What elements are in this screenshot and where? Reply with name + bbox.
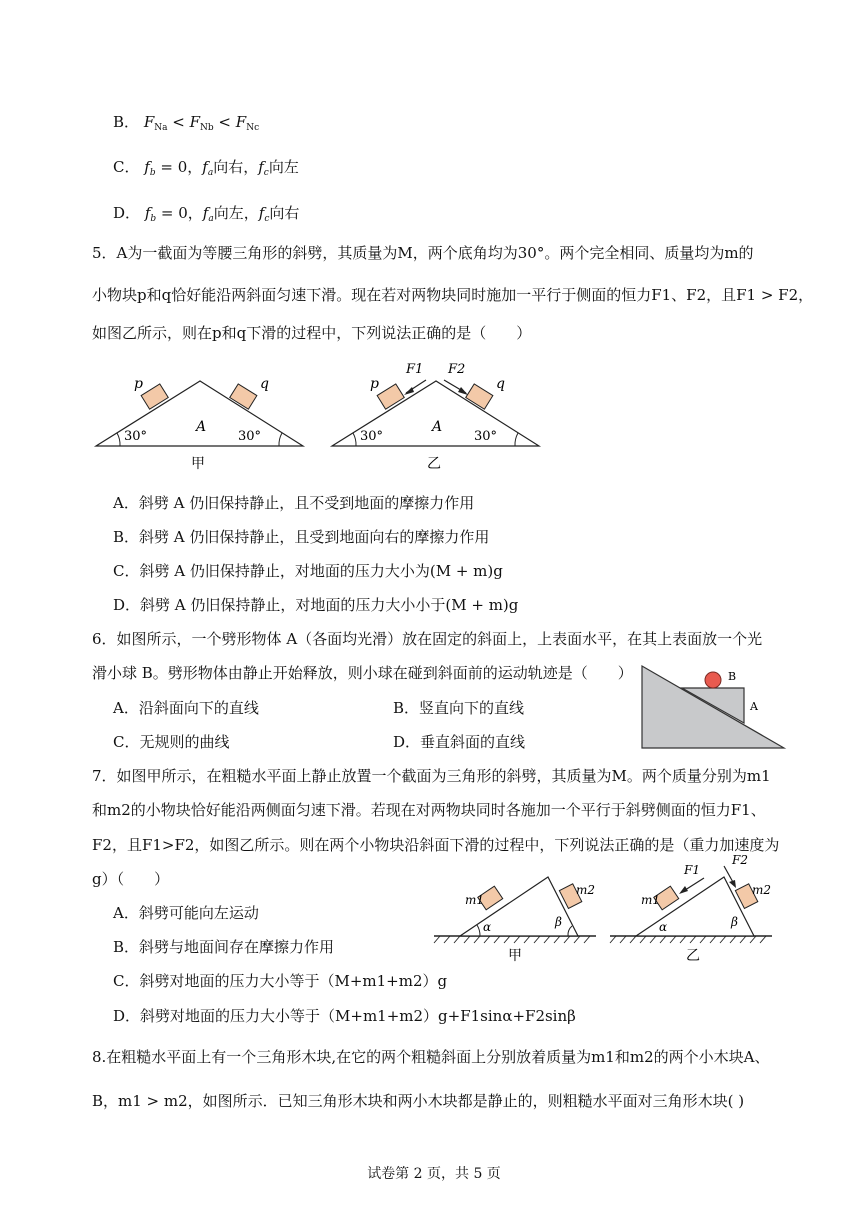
q6-option-c: C．无规则的曲线	[113, 733, 230, 751]
svg-text:α: α	[659, 920, 668, 934]
block-q	[230, 384, 257, 409]
svg-text:30°: 30°	[360, 429, 384, 444]
q5-figure-left	[96, 376, 303, 472]
label-F2: F2	[448, 362, 466, 377]
q7-option-a: A．斜劈可能向左运动	[113, 904, 259, 922]
svg-text:β: β	[731, 915, 738, 929]
svg-text:m2: m2	[576, 883, 596, 897]
q5-option-b: B．斜劈 A 仍旧保持静止，且受到地面向右的摩擦力作用	[113, 528, 490, 546]
svg-text:乙: 乙	[686, 948, 700, 964]
svg-text:q: q	[496, 376, 505, 392]
q4-option-b: B． $F_{Na} < F_{Nb} < F_{Nc}$	[113, 113, 260, 133]
angle-left: 30°	[124, 429, 148, 444]
q5-figure-right	[332, 362, 539, 472]
q6-option-a: A．沿斜面向下的直线	[113, 699, 259, 717]
svg-text:m1: m1	[465, 893, 485, 907]
svg-text:m2: m2	[752, 883, 772, 897]
q5-option-c: C．斜劈 A 仍旧保持静止，对地面的压力大小为(M + m)g	[113, 562, 503, 580]
q7-line4: g）（ ）	[92, 870, 170, 888]
svg-text:F2: F2	[732, 853, 748, 867]
q7-option-d: D．斜劈对地面的压力大小等于（M+m1+m2）g+F1sinα+F2sinβ	[113, 1007, 576, 1025]
svg-text:m1: m1	[641, 893, 661, 907]
q5-line3: 如图乙所示，则在p和q下滑的过程中，下列说法正确的是（ ）	[92, 324, 532, 342]
q7-line2: 和m2的小物块恰好能沿两侧面匀速下滑。若现在对两物块同时各施加一个平行于斜劈侧面的恒力F1、	[92, 801, 766, 819]
q6-option-b: B．竖直向下的直线	[393, 699, 525, 717]
caption-jia: 甲	[191, 456, 205, 472]
block-p	[141, 384, 168, 409]
svg-text:30°: 30°	[474, 429, 498, 444]
q5-line2: 小物块p和q恰好能沿两斜面匀速下滑。现在若对两物块同时施加一平行于侧面的恒力F1、F2，且F1 > F2，	[92, 286, 814, 304]
q7-option-b: B．斜劈与地面间存在摩擦力作用	[113, 938, 335, 956]
q6-line2: 滑小球 B。劈形物体由静止开始释放，则小球在碰到斜面前的运动轨迹是（ ）	[92, 664, 633, 682]
label-B: B	[728, 670, 737, 683]
q6-option-d: D．垂直斜面的直线	[393, 733, 526, 751]
angle-right: 30°	[238, 429, 262, 444]
svg-text:β: β	[555, 915, 562, 929]
q5-figures	[90, 360, 550, 480]
label-A: A	[196, 419, 207, 435]
q4-option-c: C． $f_b = 0$，$f_a$向右，$f_c$向左	[113, 158, 299, 178]
svg-text:F1: F1	[684, 863, 700, 877]
q4-option-d: D． $f_b = 0$，$f_a$向左，$f_c$向右	[113, 204, 300, 224]
q7-figure-right	[610, 853, 772, 964]
q6-figure	[638, 662, 788, 752]
label-A: A	[750, 700, 758, 713]
label-q: q	[260, 376, 269, 392]
svg-text:α: α	[483, 920, 492, 934]
svg-text:p: p	[370, 376, 379, 392]
q5-option-a: A．斜劈 A 仍旧保持静止，且不受到地面的摩擦力作用	[113, 494, 475, 512]
q7-figures	[430, 850, 790, 970]
svg-text:A: A	[432, 419, 443, 435]
q7-line3: F2，且F1>F2，如图乙所示。则在两个小物块沿斜面下滑的过程中，下列说法正确的是（重力加速度为	[92, 836, 780, 854]
q5-line1: 5．A为一截面为等腰三角形的斜劈，其质量为M，两个底角均为30°。两个完全相同、质量均为m的	[92, 244, 754, 262]
svg-text:甲: 甲	[508, 948, 522, 964]
q8-line1: 8.在粗糙水平面上有一个三角形木块,在它的两个粗糙斜面上分别放着质量为m1和m2的两个小木块A、	[92, 1048, 770, 1066]
label-F1: F1	[406, 362, 424, 377]
q7-line1: 7．如图甲所示，在粗糙水平面上静止放置一个截面为三角形的斜劈，其质量为M。两个质量分别为m1	[92, 767, 771, 785]
q6-line1: 6．如图所示，一个劈形物体 A（各面均光滑）放在固定的斜面上，上表面水平，在其上表面放一个光	[92, 630, 763, 648]
q7-figure-left	[434, 877, 596, 964]
caption-yi: 乙	[427, 456, 441, 472]
q7-option-c: C．斜劈对地面的压力大小等于（M+m1+m2）g	[113, 972, 448, 990]
page-footer: 试卷第 2 页，共 5 页	[367, 1166, 501, 1182]
q5-option-d: D．斜劈 A 仍旧保持静止，对地面的压力大小小于(M + m)g	[113, 596, 519, 614]
q8-line2: B，m1 > m2，如图所示．已知三角形木块和两小木块都是静止的，则粗糙水平面对三角形木块( )	[92, 1092, 745, 1110]
label-p: p	[134, 376, 143, 392]
